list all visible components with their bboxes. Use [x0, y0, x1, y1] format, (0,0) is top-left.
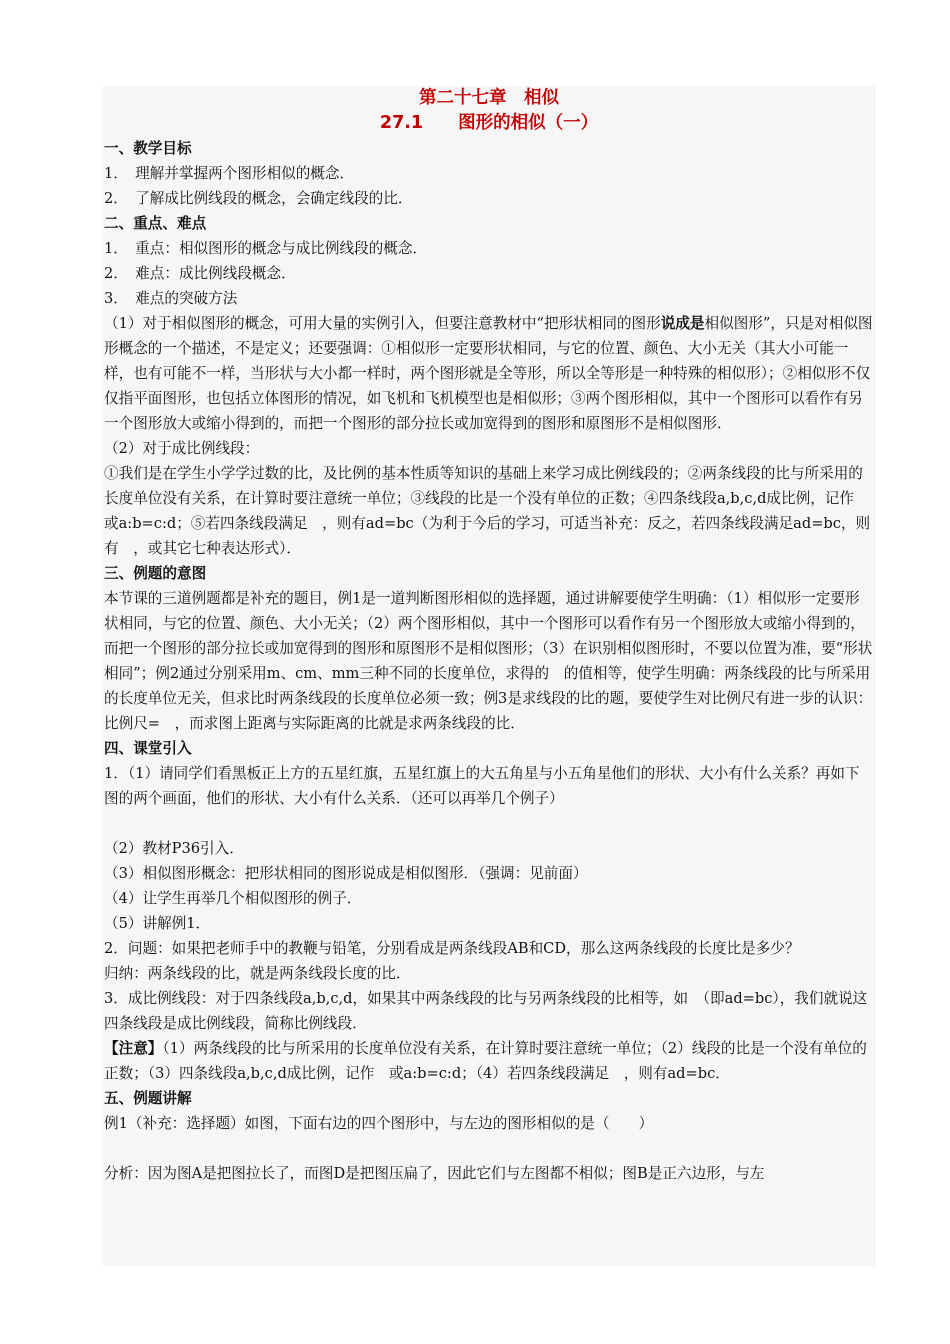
note-paragraph	[104, 1036, 874, 1086]
question-paragraph: 2．问题：如果把老师手中的教鞭与铅笔，分别看成是两条线段AB和CD，那么这两条线段的长度比是多少？	[104, 940, 800, 957]
analysis-paragraph: 分析：因为图A是把图拉长了，而图D是把图压扁了，因此它们与左图都不相似；图B是正六边形，与左	[104, 1165, 765, 1182]
similar-figures-paragraph	[104, 311, 874, 436]
heading-lesson-intro: 四、课堂引入	[104, 740, 192, 757]
key-point-item: 2． 难点：成比例线段概念．	[104, 265, 296, 282]
intro-item: （2）教材P36引入．	[104, 840, 244, 857]
document-body	[104, 86, 874, 1186]
example-1: 例1（补充：选择题）如图，下面右边的四个图形中，与左边的图形相似的是（ ）	[104, 1115, 654, 1132]
key-point-item: 3． 难点的突破方法	[104, 290, 238, 307]
intro-paragraph: 1．（1）请同学们看黑板正上方的五星红旗，五星红旗上的大五角星与小五角星他们的形状、大小有什么关系？再如下图的两个画面，他们的形状、大小有什么关系．（还可以再举几个例子）	[104, 765, 860, 807]
paragraph-text: （1）对于相似图形的概念，可用大量的实例引入，但要注意教材中“把形状相同的图形	[104, 315, 661, 332]
definition-paragraph: 3．成比例线段：对于四条线段a,b,c,d，如果其中两条线段的比与另两条线段的比相等，如 （即ad=bc），我们就说这四条线段是成比例线段，简称比例线段．	[104, 990, 868, 1032]
heading-example-intent: 三、例题的意图	[104, 565, 207, 582]
figure-placeholder	[104, 1136, 874, 1161]
objective-item: 1． 理解并掌握两个图形相似的概念．	[104, 165, 355, 182]
note-label: 【注意】	[104, 1040, 163, 1057]
key-point-item: 1． 重点：相似图形的概念与成比例线段的概念．	[104, 240, 428, 257]
objective-item: 2． 了解成比例线段的概念，会确定线段的比．	[104, 190, 413, 207]
intro-item: （5）讲解例1．	[104, 915, 211, 932]
figure-placeholder	[104, 811, 874, 836]
intro-item: （3）相似图形概念：把形状相同的图形说成是相似图形．（强调：见前面）	[104, 865, 588, 882]
heading-key-points: 二、重点、难点	[104, 215, 207, 232]
proportional-segments-label: （2）对于成比例线段：	[104, 440, 260, 457]
bold-phrase: 说成是	[660, 315, 705, 332]
heading-examples: 五、例题讲解	[104, 1090, 192, 1107]
section-title: 27.1 图形的相似（一）	[379, 113, 599, 133]
summary-paragraph: 归纳：两条线段的比，就是两条线段长度的比．	[104, 965, 411, 982]
intro-item: （4）让学生再举几个相似图形的例子．	[104, 890, 362, 907]
example-intent-paragraph: 本节课的三道例题都是补充的题目，例1是一道判断图形相似的选择题，通过讲解要使学生明确：（1）相似形一定要形状相同，与它的位置、颜色、大小无关；（2）两个图形相似，其中一个图形可以看作有另一个图形放大或缩小得到的，而把一个图形的部分拉长或加宽得到的图形和原图形不是相似图形；（3）在识别相似图形时，不要以位置为准，要“形状相同”；例2通过分别采用m、cm、mm三种不同的长度单位，求得的 的值相等，使学生明确：两条线段的比与所采用的长度单位无关，但求比时两条线段的长度单位必须一致；例3是求线段的比的题，要使学生对比例尺有进一步的认识：比例尺= ，而求图上距离与实际距离的比就是求两条线段的比．	[104, 590, 873, 732]
proportional-segments-paragraph: ①我们是在学生小学学过数的比，及比例的基本性质等知识的基础上来学习成比例线段的；②两条线段的比与所采用的长度单位没有关系，在计算时要注意统一单位；③线段的比是一个没有单位的正数；④四条线段a,b,c,d成比例，记作 或a:b=c:d；⑤若四条线段满足 ，则有ad=bc（为利于今后的学习，可适当补充：反之，若四条线段满足ad=bc，则有 ，或其它七种表达形式）．	[104, 465, 871, 557]
note-text: （1）两条线段的比与所采用的长度单位没有关系，在计算时要注意统一单位；（2）线段的比是一个没有单位的正数；（3）四条线段a,b,c,d成比例，记作 或a:b=c:d；（4）若四条线段满足 ，则有ad=bc．	[104, 1040, 867, 1082]
paragraph-text: 相似图形”，只是对相似图形概念的一个描述，不是定义；还要强调：①相似形一定要形状相同，与它的位置、颜色、大小无关（其大小可能一样，也有可能不一样，当形状与大小都一样时，两个图形就是全等形，所以全等形是一种特殊的相似形）；②相似形不仅仅指平面图形，也包括立体图形的情况，如飞机和飞机模型也是相似形；③两个图形相似，其中一个图形可以看作有另一个图形放大或缩小得到的，而把一个图形的部分拉长或加宽得到的图形和原图形不是相似图形．	[104, 315, 873, 432]
chapter-title: 第二十七章 相似	[419, 88, 559, 108]
heading-objectives: 一、教学目标	[104, 140, 192, 157]
